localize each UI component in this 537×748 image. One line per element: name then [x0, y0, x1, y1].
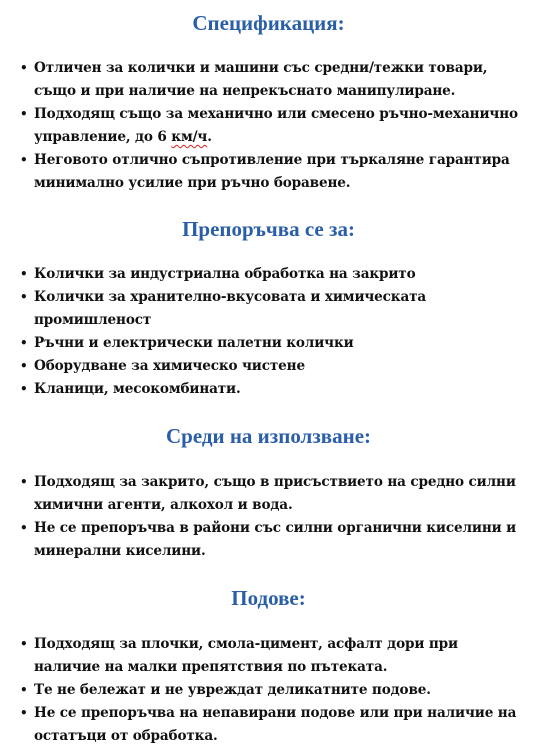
recommended-list	[18, 263, 519, 401]
list-item-text: .	[207, 129, 212, 145]
list-item: • Те не бележат и не увреждат деликатните подове.	[34, 679, 519, 702]
list-item: • Подходящ за закрито, също в присъствието на средно силни химични агенти, алкохол и вода.	[34, 471, 519, 517]
section-heading-recommended-for: Препоръчва се за:	[182, 217, 355, 241]
list-item: • Неговото отлично съпротивление при търкаляне гарантира минимално усилие при ръчно боравене.	[34, 149, 519, 195]
section-heading-environments: Среди на използване:	[165, 424, 372, 448]
section-heading-specification: Спецификация:	[192, 11, 345, 35]
list-item-text: Подходящ също за механично или смесено ръчно-механично управление, до 6	[34, 106, 518, 145]
list-item: • Не се препоръчва на непавирани подове или при наличие на остатъци от обработка.	[34, 702, 519, 748]
list-item: • Оборудване за химическо чистене	[34, 355, 519, 378]
spellcheck-flagged-word[interactable]: км/ч	[171, 129, 208, 145]
floors-list	[18, 633, 519, 748]
list-item: • Подходящ за плочки, смола-цимент, асфалт дори при наличие на малки препятствия по пътеката.	[34, 633, 519, 679]
environments-list	[18, 471, 519, 563]
list-item	[34, 103, 519, 149]
list-item: • Отличен за колички и машини със средни/тежки товари, също и при наличие на непрекъснато манипулиране.	[34, 57, 519, 103]
list-item: • Не се препоръчва в райони със силни органични киселини и минерални киселини.	[34, 517, 519, 563]
list-item: • Колички за хранително-вкусовата и химическата промишленост	[34, 286, 519, 332]
list-item: • Ръчни и електрически палетни колички	[34, 332, 519, 355]
list-item: • Колички за индустриална обработка на закрито	[34, 263, 519, 286]
section-heading-floors: Подове:	[231, 586, 306, 610]
list-item: • Кланици, месокомбинати.	[34, 378, 519, 401]
specification-list	[18, 57, 519, 195]
